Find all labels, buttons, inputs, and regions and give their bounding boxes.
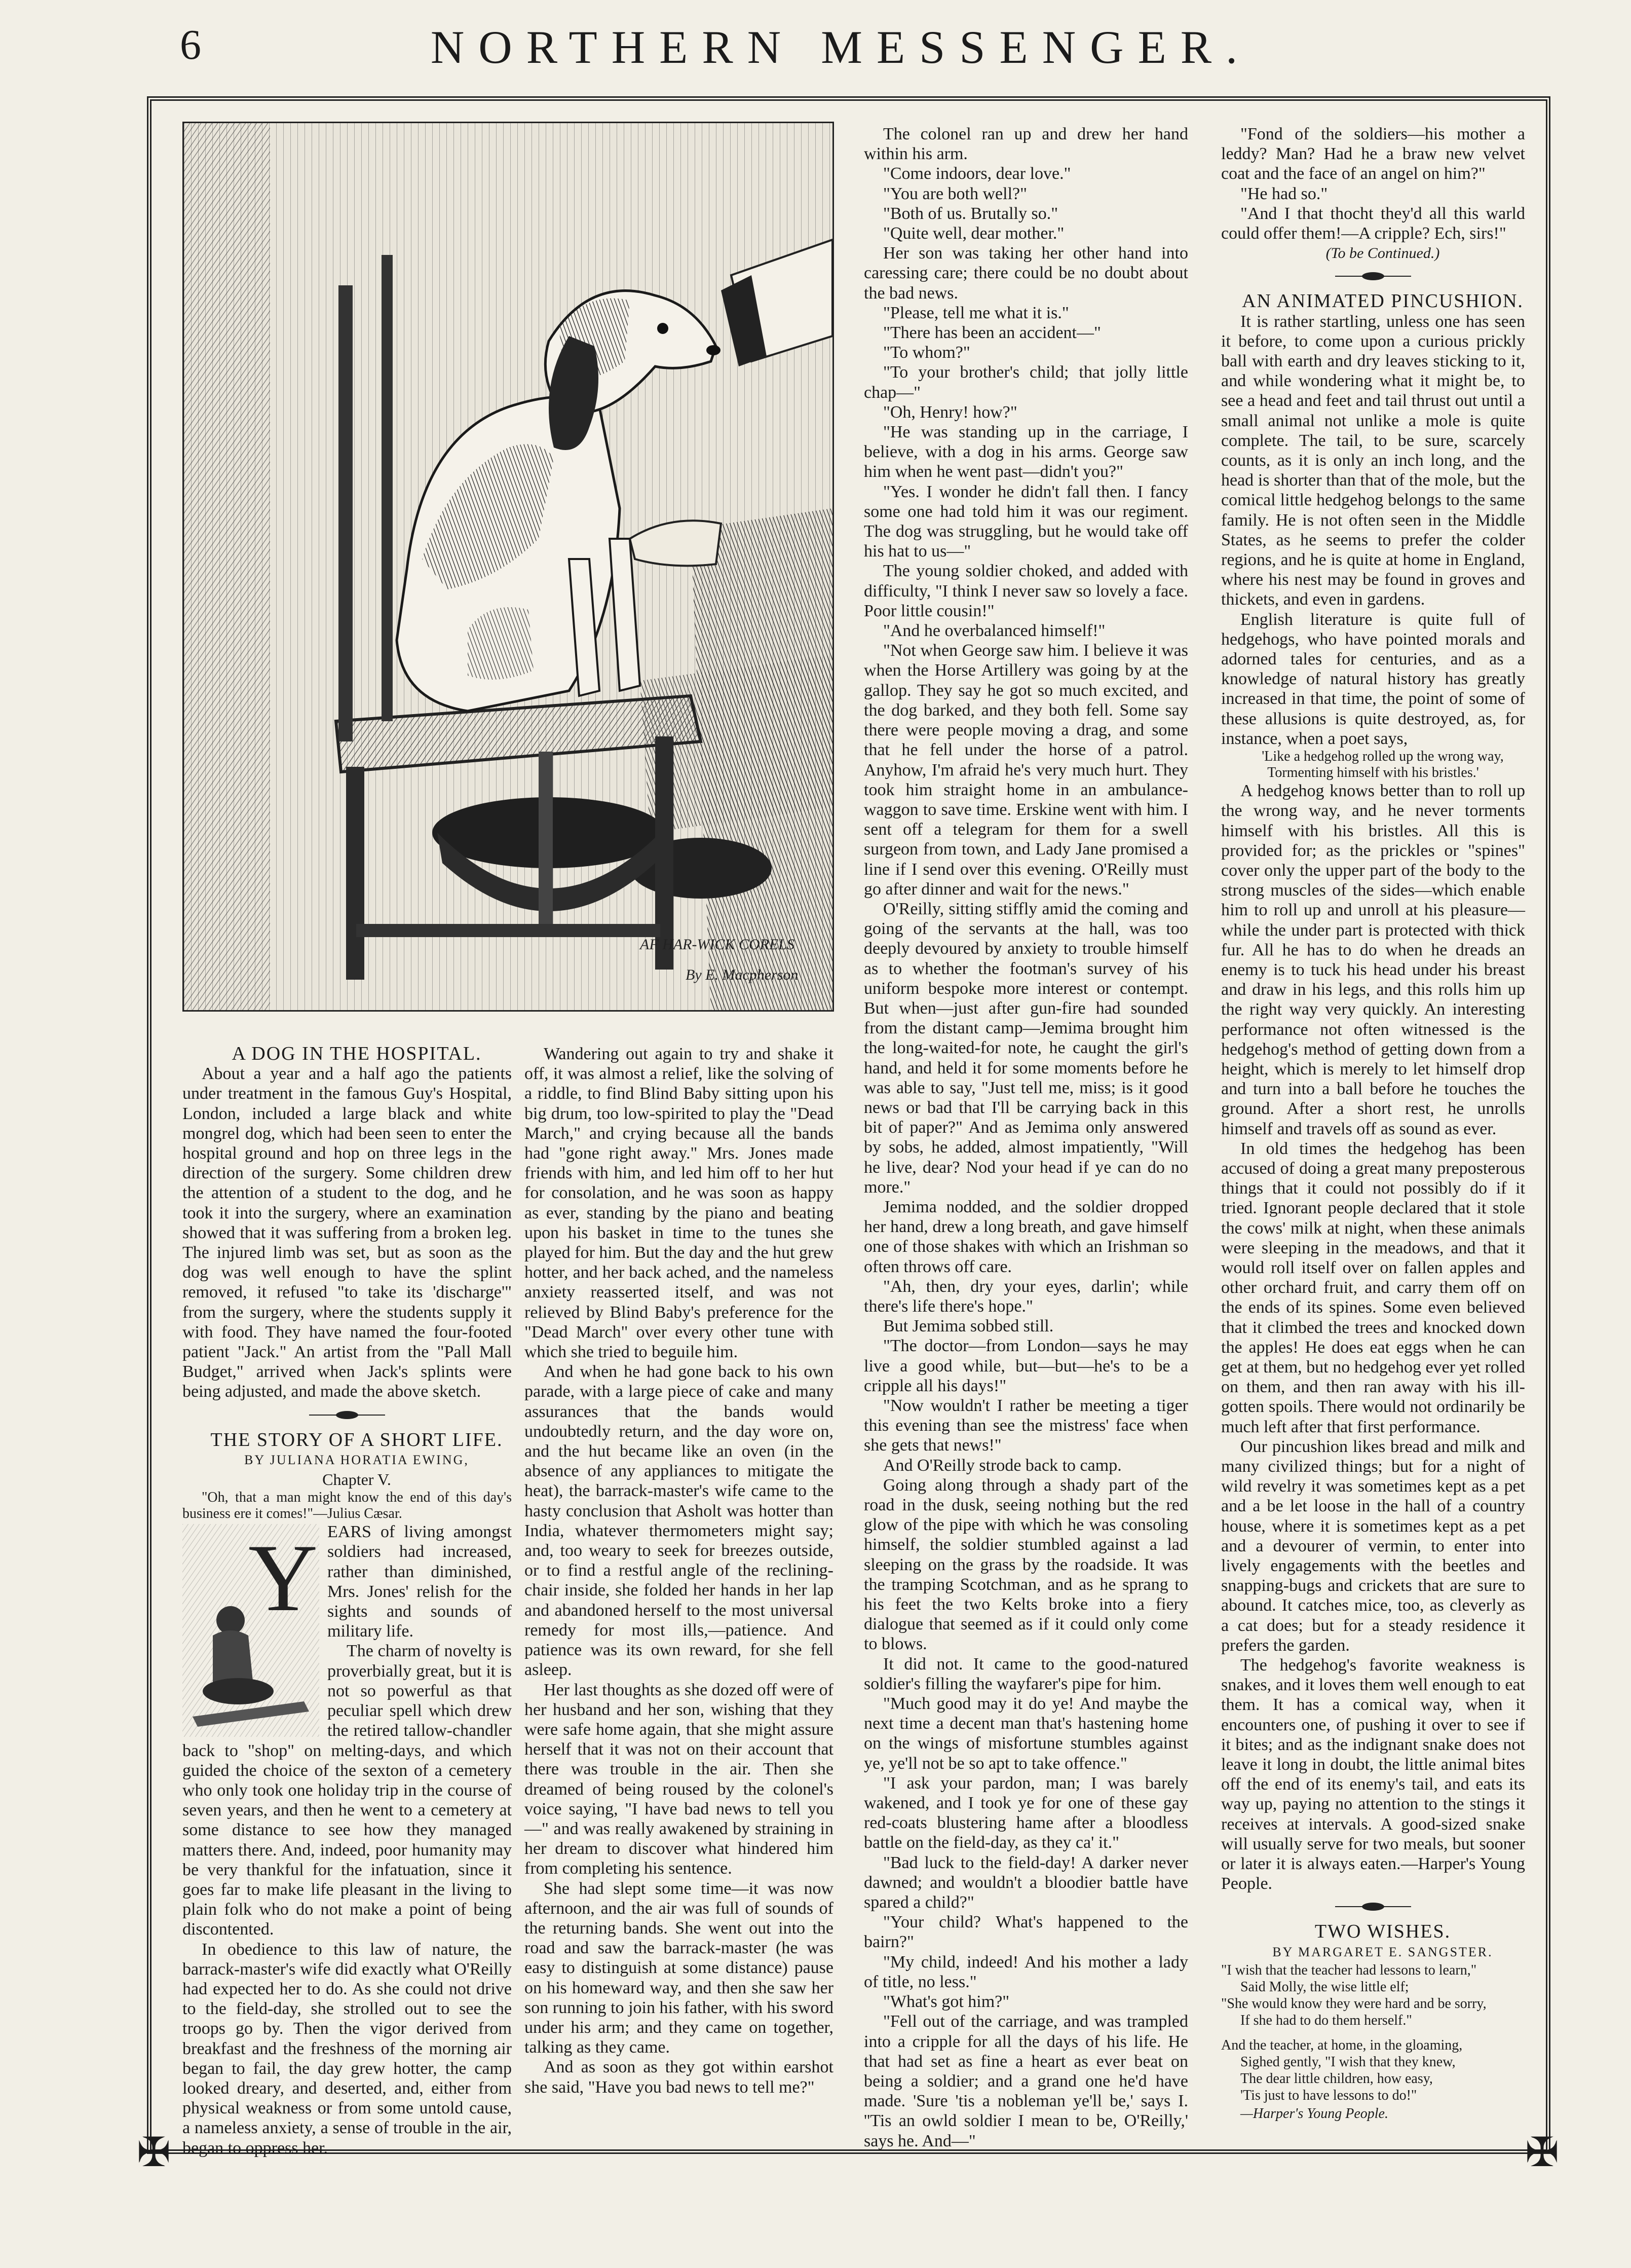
story-epigraph: "Oh, that a man might know the end of this day's business ere it comes!"—Julius Cæsar. — [182, 1490, 512, 1522]
corner-ornament-left: ✠ — [137, 2131, 171, 2175]
poem-stanza-break — [1221, 2029, 1525, 2037]
story-paragraph-43: "And I that thocht they'd all this warld could offer them!—A cripple? Ech, sirs!" — [1221, 204, 1525, 243]
pincushion-quote: 'Like a hedgehog rolled up the wrong way, Tormenting himself with his bristles.' — [1262, 749, 1504, 781]
story-paragraph-16: "There has been an accident—" — [883, 323, 1101, 343]
pincushion-paragraph-4: In old times the hedgehog has been accused of doing a great many preposterous things that it could not possibly do if it tried. Ignorant people declared that it stole the cows' milk at night, when these animals were sleeping in the meadows, and that it would roll itself over on fallen apples and other orchard fruit, and carry them off on the ends of its spines. Some even believed that it climbed the trees and knocked down the apples! He does eat eggs when he can get at them, but no hedgehog ever yet rolled on them, and then ran away with his ill-gotten spoils. There would not ordinarily be much left after that first performance. — [1221, 1139, 1525, 1436]
pincushion-paragraph-3: A hedgehog knows better than to roll up the wrong way, and he never torments himself with his bristles. All this is provided for; as the prickles or "spines" cover only the upper part of the body to the strong muscles of the sides—which enable him to roll up and unroll at his pleasure—while the under part is protected with thick fur. All he has to do when he dreads an enemy is to tuck his head under his breast and draw in his legs, and this rolls him up the right way very quickly. An interesting performance not often witnessed is the hedgehog's method of getting down from a height, which is merely to let himself drop and turn into a ball before he touches the ground. After a short rest, he unrolls himself and travels off as sound as ever. — [1221, 782, 1525, 1138]
story-paragraph-4: Wandering out again to try and shake it off, it was almost a relief, like the solving of a riddle, to find Blind Baby sitting upon his big drum, too low-spirited to play the "Dead March," and crying because all the bands had "gone right away." Mrs. Jones made friends with him, and led him off to her hut for consolation, and he was soon as happy as ever, standing by the piano and beating upon his basket in time to the tunes she played for him. But the day and the hut grew hotter, and her back ached, and the nameless anxiety reasserted itself, and was not relieved by Blind Baby's preference for the "Dead March" over every other tune with which she tried to beguile him. — [524, 1045, 833, 1362]
story-paragraph-7: She had slept some time—it was now afternoon, and the air was full of sounds of the returning bands. She went out into the road and saw the barrack-master (he was easy to distinguish at some distance) pause on his homeward way, and then she saw her son running to join his father, with his sword under his arm; and they came on together, talking as they came. — [524, 1879, 833, 2057]
story-paragraph-38: "My child, indeed! And his mother a lady of title, no less." — [864, 1952, 1188, 1991]
story-paragraph-17: "To whom?" — [883, 343, 970, 362]
column-2 — [524, 1044, 833, 2118]
story-paragraph-40: "Fell out of the carriage, and was trampled into a cripple for all the days of his life. He that had set as fine a heart as ever beat on being a soldier; and a grand one he'd have made. 'Sure 'tis a nobleman ye'll be,' says I. ''Tis an owld soldier I mean to be, O'Reilly,' says he. And—" — [864, 2012, 1188, 2150]
story-paragraph-35: "I ask your pardon, man; I was barely wakened, and I took ye for one of these gay red-coats blustering hame after a bloodless battle on the field-day, as they ca' it." — [864, 1773, 1188, 1852]
pincushion-paragraph-1: It is rather startling, unless one has seen it before, to come upon a curious prickly ball with earth and dry leaves sticking to it, and while wondering what it might be, to see a head and feet and tail thrust out until a small animal not unlike a mole is quite complete. The tail, to be sure, scarcely counts, as it is only an inch long, and the head is shorter than that of the mole, but the comical little hedgehog belongs to the same family. He is not often seen in the Middle States, as he seems to prefer the colder regions, and he is quite at home in England, where his nest may be found in groves and thickets, and even in gardens. — [1221, 312, 1525, 609]
poem-line: "I wish that the teacher had lessons to learn," — [1221, 1962, 1477, 1978]
story-paragraph-41: "Fond of the soldiers—his mother a leddy? Man? Had he a braw new velvet coat and the face of an angel on him?" — [1221, 125, 1525, 183]
poem-title: TWO WISHES. — [1314, 1921, 1451, 1943]
masthead-title: NORTHERN MESSENGER. — [430, 21, 1252, 73]
story-paragraph-30: "Now wouldn't I rather be meeting a tiger this evening than see the mistress' face when she gets that news!" — [864, 1396, 1188, 1455]
story-continued: (To be Continued.) — [1325, 245, 1440, 262]
poem-line: Said Molly, the wise little elf; — [1240, 1979, 1409, 1995]
poem-line: 'Tis just to have lessons to do!" — [1240, 2087, 1417, 2103]
story-paragraph-28: But Jemima sobbed still. — [883, 1317, 1054, 1336]
story-paragraph-8: And as soon as they got within earshot she said, "Have you bad news to tell me?" — [524, 2058, 833, 2097]
story-paragraph-10: "Come indoors, dear love." — [883, 164, 1071, 183]
poem-line: Sighed gently, "I wish that they knew, — [1240, 2054, 1456, 2070]
story-paragraph-13: "Quite well, dear mother." — [883, 224, 1065, 243]
story-paragraph-14: Her son was taking her other hand into caressing care; there could be no doubt about the bad news. — [864, 244, 1188, 303]
poem-line: And the teacher, at home, in the gloaming, — [1221, 2037, 1463, 2053]
poem-line: "She would know they were hard and be sorry, — [1221, 1995, 1487, 2012]
corner-ornament-right: ✠ — [1525, 2131, 1560, 2175]
story-paragraph-23: "And he overbalanced himself!" — [883, 621, 1106, 641]
story-paragraph-6: Her last thoughts as she dozed off were of her husband and her son, wishing that they were safe home again, that she might assure herself that it was not on their account that there was trouble in the air. Then she dreamed of being roused by the colonel's voice saying, "I have bad news to tell you—" and was really awakened by straining in her dream to discover what hindered him from completing his sentence. — [524, 1680, 833, 1878]
story-paragraph-29: "The doctor—from London—says he may live a good while, but—but—he's to be a cripple all his days!" — [864, 1336, 1188, 1395]
story-paragraph-31: And O'Reilly strode back to camp. — [883, 1456, 1122, 1475]
story-paragraph-34: "Much good may it do ye! And maybe the next time a decent man that's hastening home on the wings of misfortune stumbles against ye, ye'll not be so apt to take offence." — [864, 1694, 1188, 1773]
story-paragraph-11: "You are both well?" — [883, 184, 1027, 203]
chapter-vignette-drummer — [182, 1524, 319, 1737]
section-rule-ornament — [309, 1409, 385, 1421]
poem-attribution: —Harper's Young People. — [1240, 2105, 1388, 2122]
illustration-credit-1: AF HAR-WICK CORELS — [640, 936, 794, 953]
story-paragraph-15: "Please, tell me what it is." — [883, 303, 1069, 322]
story-paragraph-18: "To your brother's child; that jolly little chap—" — [864, 363, 1188, 402]
pincushion-title: AN ANIMATED PINCUSHION. — [1242, 290, 1524, 312]
svg-text:Y: Y — [248, 1525, 318, 1632]
story-title: THE STORY OF A SHORT LIFE. — [210, 1429, 503, 1451]
illustration-credit-2: By E. Macpherson — [686, 966, 799, 983]
dog-article-title: A DOG IN THE HOSPITAL. — [232, 1043, 482, 1064]
story-paragraph-32: Going along through a shady part of the road in the dusk, seeing nothing but the red glow of the pipe with which he was consoling himself, the soldier stumbled against a lad sleeping on the grass by the roadside. It was the tramping Scotchman, and as he sprang to his feet the two Kelts broke into a fiery dialogue that seemed as if it could only come to blows. — [864, 1475, 1188, 1654]
dog-article-body: About a year and a half ago the patients under treatment in the famous Guy's Hospital, London, included a large black and white mongrel dog, which had been seen to enter the hospital ground and hop on three legs in the direction of the surgery. Some children drew the attention of a student to the dog, and he took it into the surgery, where an examination showed that it was suffering from a broken leg. The injured limb was set, but as soon as the dog was well enough to have the splint removed, it refused "to take its 'discharge'" from the surgery, where the students supply it with food. They have named the four-footed patient "Jack." An artist from the "Pall Mall Budget," arrived when Jack's splints were being adjusted, and made the above sketch. — [182, 1064, 512, 1401]
dog-illustration — [182, 122, 834, 1012]
story-paragraph-33: It did not. It came to the good-natured soldier's filling the wayfarer's pipe for him. — [864, 1654, 1188, 1693]
story-paragraph-25: O'Reilly, sitting stiffly amid the coming and going of the servants at the hall, was too deeply devoured by anxiety to trouble himself as to whether the footman's survey of his uniform bespoke more interest or contempt. But when—just after gun-fire had sounded from the distant camp—Jemima brought him the long-waited-for note, he caught the girl's hand, and held it for some moments before he was able to say, "Just tell me, miss; is it good news or bad that I'll be carrying back in this bit of paper?" And as Jemima only answered by sobs, he added, almost impatiently, "Will he live, dear? Nod your head if ye can do no more." — [864, 899, 1188, 1197]
story-paragraph-9: The colonel ran up and drew her hand within his arm. — [864, 125, 1188, 164]
poem-body — [1221, 1962, 1525, 2104]
poem-byline: BY MARGARET E. SANGSTER. — [1272, 1944, 1493, 1959]
story-paragraph-2: The charm of novelty is proverbially great, but it is not so powerful as that peculiar spell which drew the retired tallow-chandler back to "shop" on melting-days, and which guided the choice of the sexton of a cemetery who only took one holiday trip in the course of seven years, and then he went to a cemetery at some distance to see how they managed matters there. And, indeed, poor humanity may be very thankful for the infatuation, since it goes far to make life pleasant in the living to plain folk who do not make a point of being discontented. — [182, 1642, 512, 1939]
story-byline: BY JULIANA HORATIA EWING, — [244, 1452, 469, 1467]
story-paragraph-22: The young soldier choked, and added with difficulty, "I think I never saw so lovely a face. Poor little cousin!" — [864, 562, 1188, 620]
story-paragraph-42: "He had so." — [1240, 184, 1328, 203]
story-paragraph-37: "Your child? What's happened to the bairn?" — [864, 1913, 1188, 1952]
story-paragraph-26: Jemima nodded, and the soldier dropped her hand, drew a long breath, and gave himself one of those shakes with which an Irishman so often throws off care. — [864, 1197, 1188, 1276]
pincushion-paragraph-2: English literature is quite full of hedgehogs, who have pointed morals and adorned tales for centuries, and as a knowledge of natural history has greatly increased in that time, the point of some of these allusions is quite destroyed, as, for instance, when a poet says, — [1221, 610, 1525, 748]
column-4 — [1221, 124, 1525, 2122]
story-paragraph-3: In obedience to this law of nature, the barrack-master's wife did exactly what O'Reilly had expected her to do. As she could not drive to the field-day, she strolled out to see the troops go by. Then the vigor derived from breakfast and the freshness of the morning air began to fail, the day grew hotter, the camp looked dreary, and deserted, and, either from physical weakness or from some untold cause, a nameless anxiety, a sense of trouble in the air, began to oppress her. — [182, 1940, 512, 2158]
story-chapter: Chapter V. — [322, 1470, 391, 1489]
story-paragraph-36: "Bad luck to the field-day! A darker never dawned; and wouldn't a bloodier battle have spared a child?" — [864, 1853, 1188, 1912]
story-paragraph-27: "Ah, then, dry your eyes, darlin'; while there's life there's hope." — [864, 1277, 1188, 1316]
column-3 — [864, 124, 1188, 2150]
pincushion-paragraph-6: The hedgehog's favorite weakness is snakes, and it loves them well enough to eat them. It has a comical way, when it encounters one, of pushing it over to see if it bites; and as the indignant snake does not leave it long in doubt, the little animal bites off the end of its enemy's tail, and eats its way up, paying no attention to the stings it receives at intervals. A good-sized snake will usually serve for two meals, but sooner or later it is always eaten.—Harper's Young People. — [1221, 1656, 1525, 1893]
story-paragraph-19: "Oh, Henry! how?" — [883, 402, 1017, 422]
pincushion-paragraph-5: Our pincushion likes bread and milk and many civilized things; but for a night of wild revelry it was sometimes kept as a pet and a be let loose in the hall of a country house, where it is sometimes kept as a pet and a devourer of vermin, to enter into lively engagements with the beetles and snapping-bugs and crickets that are sure to abound. It catches mice, too, as cleverly as a cat does; but for a steady residence it prefers the garden. — [1221, 1437, 1525, 1655]
section-rule-ornament — [1335, 1901, 1411, 1913]
story-paragraph-1: EARS of living amongst soldiers had increased, rather than diminished, Mrs. Jones' relish for the sights and sounds of military life. — [327, 1522, 512, 1641]
story-paragraph-5: And when he had gone back to his own parade, with a large piece of cake and many assurances that the bands would undoubtedly return, and the day wore on, and the hut became like an oven (in the absence of any appliances to mitigate the heat), the barrack-master's wife came to the hasty conclusion that Asholt was hotter than India, whatever thermometers might say; and, too weary to seek for breezes outside, or to find a restful angle of the reclining-chair inside, she folded her hands in her lap and abandoned herself to the most universal remedy for most ills,—patience. And patience was its own reward, for she fell asleep. — [524, 1362, 833, 1680]
poem-line: The dear little children, how easy, — [1240, 2070, 1433, 2087]
section-rule-ornament — [1335, 270, 1411, 282]
story-paragraph-21: "Yes. I wonder he didn't fall then. I fancy some one had told him it was our regiment. The dog was struggling, but he would take off his hat to us—" — [864, 482, 1188, 561]
page-number: 6 — [180, 21, 201, 68]
story-paragraph-24: "Not when George saw him. I believe it was when the Horse Artillery was going by at the gallop. They say he got so much excited, and the dog barked, and they both fell. Some say there were people moving a drag, and some that he fell under the horse of a patrol. Anyhow, I'm afraid he's very much hurt. They took him straight home in an ambulance-waggon to save time. Erskine went with him. I sent off a telegram for them for a swell surgeon from town, and Lady Jane promised a line if I send over this evening. O'Reilly must go after dinner and wait for the news." — [864, 641, 1188, 899]
story-paragraph-39: "What's got him?" — [883, 1992, 1010, 2012]
column-1 — [182, 1043, 512, 2158]
story-paragraph-20: "He was standing up in the carriage, I believe, with a dog in his arms. George saw him when he went past—didn't you?" — [864, 423, 1188, 481]
poem-line: If she had to do them herself." — [1240, 2012, 1412, 2028]
story-paragraph-12: "Both of us. Brutally so." — [883, 204, 1058, 223]
